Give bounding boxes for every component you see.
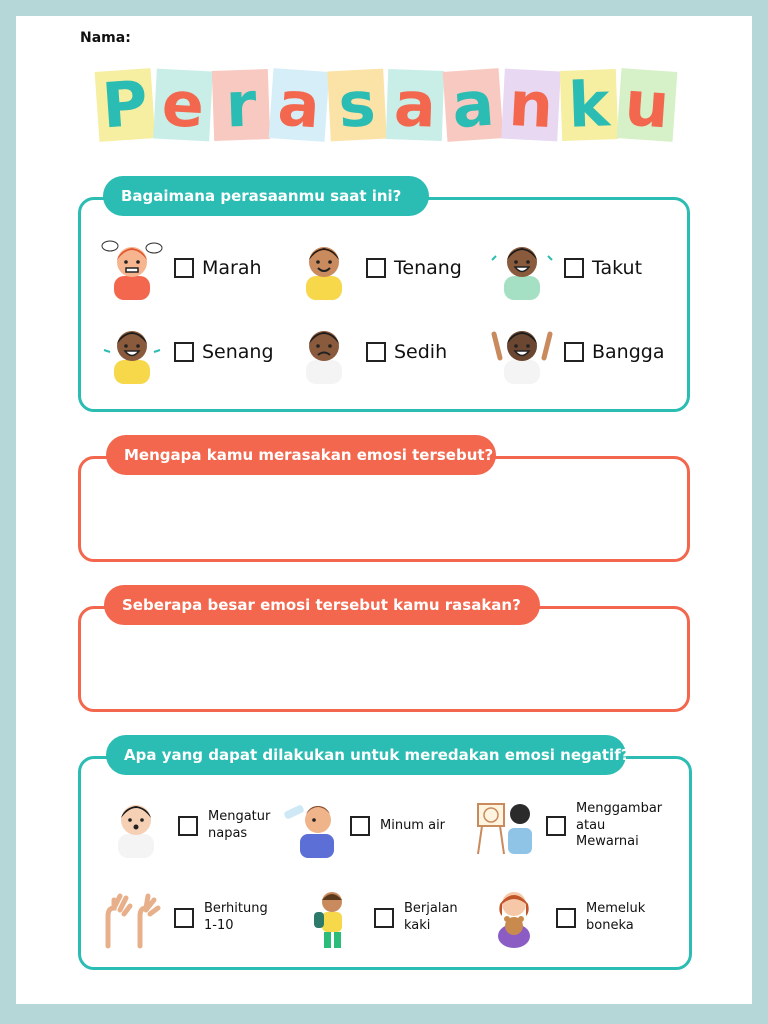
emotion-checkbox[interactable] <box>174 258 194 278</box>
emotion-label: Senang <box>202 341 274 363</box>
happy-child-icon <box>100 320 164 384</box>
emotion-label: Marah <box>202 257 262 279</box>
walking-child-icon <box>300 886 364 950</box>
emotion-option-tenang <box>292 236 462 300</box>
coping-option <box>300 886 458 950</box>
emotion-option-senang <box>100 320 274 384</box>
feelings-question: Bagaimana perasaanmu saat ini? <box>103 176 429 216</box>
intensity-question: Seberapa besar emosi tersebut kamu rasakan? <box>104 585 540 625</box>
hugging-teddy-icon <box>482 886 546 950</box>
emotion-label: Bangga <box>592 341 665 363</box>
coping-checkbox[interactable] <box>556 908 576 928</box>
breathing-child-icon <box>104 794 168 858</box>
angry-child-icon <box>100 236 164 300</box>
title-letter: a <box>386 69 444 141</box>
emotion-label: Sedih <box>394 341 448 363</box>
title-letter: P <box>95 68 156 142</box>
scared-child-icon <box>490 236 554 300</box>
coping-label: Mengatur napas <box>208 809 271 841</box>
emotion-checkbox[interactable] <box>174 342 194 362</box>
title-letter: e <box>153 69 213 142</box>
coping-option <box>276 794 445 858</box>
emotion-checkbox[interactable] <box>564 258 584 278</box>
emotion-option-bangga <box>490 320 664 384</box>
page-title <box>76 60 696 150</box>
coping-option <box>104 794 270 858</box>
emotion-checkbox[interactable] <box>564 342 584 362</box>
emotion-option-sedih <box>292 320 447 384</box>
title-letter: s <box>327 69 387 142</box>
sad-child-icon <box>292 320 356 384</box>
coping-label: Minum air <box>380 817 446 833</box>
worksheet-page <box>16 16 752 1004</box>
coping-question: Apa yang dapat dilakukan untuk meredakan emosi negatif? <box>106 735 626 775</box>
reason-question: Mengapa kamu merasakan emosi tersebut? <box>106 435 496 475</box>
proud-child-icon <box>490 320 554 384</box>
title-letter: a <box>269 68 330 142</box>
coping-checkbox[interactable] <box>546 816 566 836</box>
coping-checkbox[interactable] <box>174 908 194 928</box>
counting-hands-icon <box>100 886 164 950</box>
drinking-water-icon <box>276 794 340 858</box>
drawing-easel-icon <box>472 794 536 858</box>
emotion-option-marah <box>100 236 262 300</box>
emotion-option-takut <box>490 236 642 300</box>
emotion-checkbox[interactable] <box>366 342 386 362</box>
emotion-label: Takut <box>592 257 643 279</box>
coping-label: Berhitung 1-10 <box>204 901 268 933</box>
calm-child-icon <box>292 236 356 300</box>
coping-option <box>472 794 662 858</box>
coping-checkbox[interactable] <box>178 816 198 836</box>
coping-checkbox[interactable] <box>350 816 370 836</box>
emotion-label: Tenang <box>394 257 462 279</box>
title-letter: u <box>617 68 678 142</box>
coping-label: Memeluk boneka <box>586 901 646 933</box>
title-letter: a <box>443 68 504 142</box>
coping-checkbox[interactable] <box>374 908 394 928</box>
coping-option <box>100 886 268 950</box>
coping-label: Menggambar atau Mewarnai <box>576 800 663 850</box>
title-letter: r <box>212 69 270 141</box>
title-letter: k <box>560 69 618 141</box>
coping-label: Berjalan kaki <box>404 901 458 933</box>
name-label: Nama: <box>80 30 131 46</box>
emotion-checkbox[interactable] <box>366 258 386 278</box>
coping-option <box>482 886 645 950</box>
title-letter: n <box>501 69 561 142</box>
